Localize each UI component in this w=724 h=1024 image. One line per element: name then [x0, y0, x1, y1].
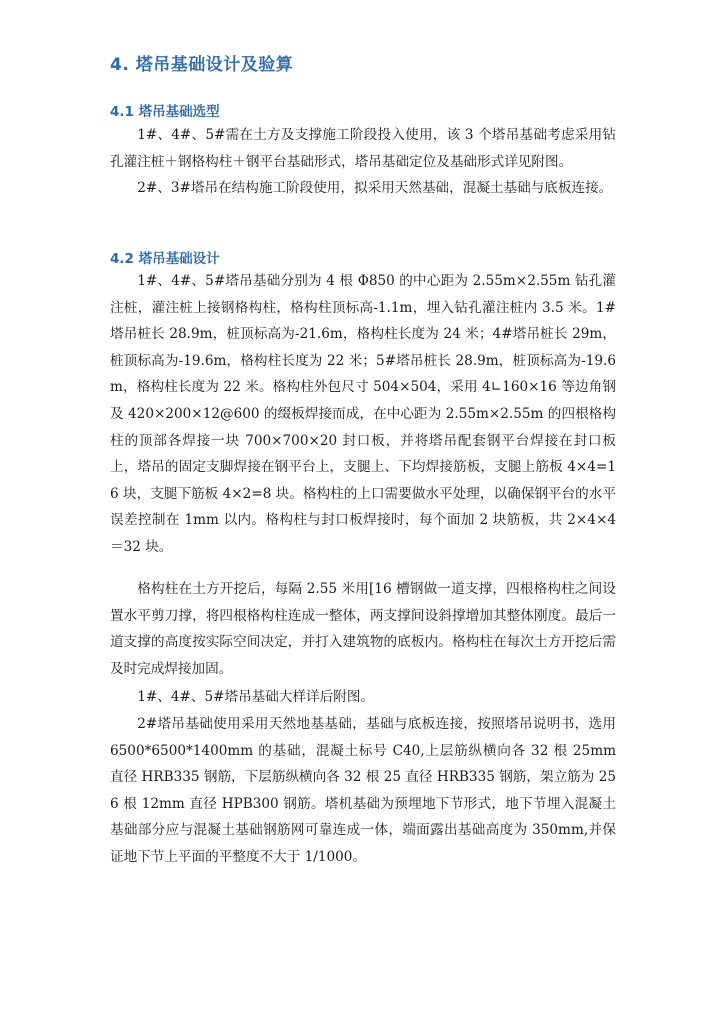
- subsection-title-4-2: 4.2 塔吊基础设计: [110, 251, 220, 267]
- paragraph-4-1-2: 2#、3#塔吊在结构施工阶段使用，拟采用天然基础，混凝土基础与底板连接。: [137, 180, 613, 196]
- paragraph-4-2-2: 格构柱在土方开挖后，每隔 2.55 米用[16 槽钢做一道支撑，四根格构柱之间设置水平剪刀撑，将四根格构柱连成一整体，两支撑间设斜撑增加其整体刚度。最后一道支撑的高度按实际空间决定，并打入建筑物的底板内。格构柱在每次土方开挖后需及时完成焊接加固。: [110, 581, 616, 677]
- paragraph-4-2-4: 2#塔吊基础使用采用天然地基基础，基础与底板连接，按照塔吊说明书，选用 6500*6500*1400mm 的基础，混凝土标号 C40,上层筋纵横向各 32 根 25mm 直径 HRB335 钢筋，下层筋纵横向各 32 根 25 直径 HRB335 钢筋，架立筋为 256 根 12mm 直径 HPB300 钢筋。塔机基础为预埋地下节形式，地下节埋入混凝土基础部分应与混凝土基础钢筋网可靠连成一体，端面露出基础高度为 350mm,并保证地下节上平面的平整度不大于 1/1000。: [110, 716, 616, 865]
- subsection-title-4-1: 4.1 塔吊基础选型: [110, 104, 220, 120]
- paragraph-4-2-3: 1#、4#、5#塔吊基础大样详后附图。: [137, 689, 375, 705]
- section-title: 4. 塔吊基础设计及验算: [110, 55, 294, 75]
- paragraph-4-1-1: 1#、4#、5#需在土方及支撑施工阶段投入使用，该 3 个塔吊基础考虑采用钻孔灌注桩＋钢格构柱＋钢平台基础形式，塔吊基础定位及基础形式详见附图。: [110, 127, 616, 170]
- paragraph-4-2-1: 1#、4#、5#塔吊基础分别为 4 根 Φ850 的中心距为 2.55m×2.55m 钻孔灌注桩，灌注桩上接钢格构柱，格构柱顶标高-1.1m，埋入钻孔灌注桩内 3.5 米。1#塔吊桩长 28.9m，桩顶标高为-21.6m，格构柱长度为 24 米；4#塔吊桩长 29m，桩顶标高为-19.6m，格构柱长度为 22 米；5#塔吊桩长 28.9m，桩顶标高为-19.6m，格构柱长度为 22 米。格构柱外包尺寸 504×504，采用 4∟160×16 等边角钢及 420×200×12@600 的缀板焊接而成，在中心距为 2.55m×2.55m 的四根格构柱的顶部各焊接一块 700×700×20 封口板，并将塔吊配套钢平台焊接在封口板上，塔吊的固定支脚焊接在钢平台上，支腿上、下均焊接筋板，支腿上筋板 4×4=16 块，支腿下筋板 4×2=8 块。格构柱的上口需要做水平处理，以确保钢平台的水平误差控制在 1mm 以内。格构柱与封口板焊接时，每个面加 2 块筋板，共 2×4×4＝32 块。: [110, 273, 616, 555]
